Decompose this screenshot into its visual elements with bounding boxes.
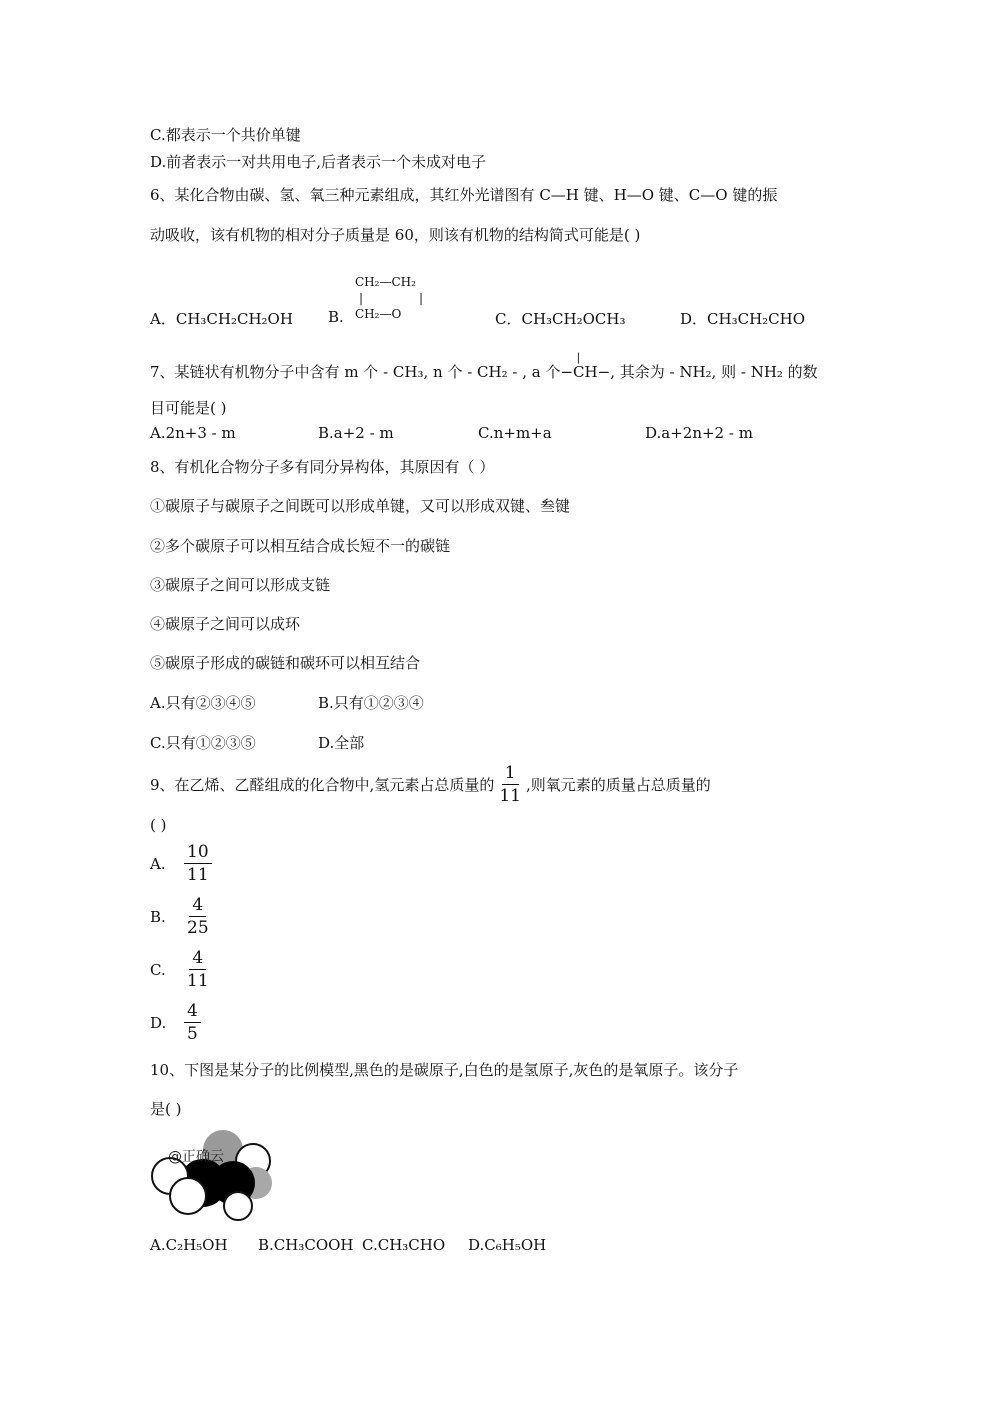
q8-option-a: A.只有②③④⑤ xyxy=(150,694,256,712)
q8-option-d: D.全部 xyxy=(318,734,365,752)
q6-option-a: A．CH₃CH₂CH₂OH xyxy=(150,310,293,328)
q6-option-b-label: B. xyxy=(328,308,344,326)
molecule-model-image xyxy=(148,1128,278,1223)
q8-item-2: ②多个碳原子可以相互结合成长短不一的碳链 xyxy=(150,537,451,555)
q8-item-5: ⑤碳原子形成的碳链和碳环可以相互结合 xyxy=(150,654,421,672)
q10-stem-line1: 10、下图是某分子的比例模型,黑色的是碳原子,白色的是氢原子,灰色的是氧原子。该分子 xyxy=(150,1061,739,1079)
q9-option-a: A. $\frac{10}{11}$ xyxy=(150,843,214,884)
q10-option-b: B.CH₃COOH xyxy=(258,1236,354,1254)
watermark: @正确云 xyxy=(168,1149,224,1165)
q9-option-c: C. $\frac{4}{11}$ xyxy=(150,948,209,991)
hydrogen-atom-bottom-right xyxy=(224,1192,252,1220)
q5-option-d: D.前者表示一对共用电子,后者表示一个未成对电子 xyxy=(150,153,487,171)
q9-paren: ( ) xyxy=(150,816,167,834)
q9-stem-fraction: $\frac{1}{11}$ xyxy=(499,763,521,806)
q10-option-c: C.CH₃CHO xyxy=(362,1236,446,1254)
q8-option-c: C.只有①②③⑤ xyxy=(150,734,256,752)
q6-stem-line1: 6、某化合物由碳、氢、氧三种元素组成，其红外光谱图有 C—H 键、H—O 键、C—O 键的振 xyxy=(150,186,778,204)
q7-option-b: B.a+2 - m xyxy=(318,424,394,442)
q9-option-b: B. $\frac{4}{25}$ xyxy=(150,895,209,938)
q10-option-d: D.C₆H₅OH xyxy=(468,1236,547,1254)
q8-item-3: ③碳原子之间可以形成支链 xyxy=(150,576,331,594)
q6-option-d: D．CH₃CH₂CHO xyxy=(680,310,806,328)
q9-option-d: D. $\frac{4}{5}$ xyxy=(150,1002,203,1043)
q5-option-c: C.都表示一个共价单键 xyxy=(150,126,301,144)
ch-group-structure: | −CH− xyxy=(560,351,611,381)
q10-option-a: A.C₂H₅OH xyxy=(150,1236,228,1254)
q6-stem-line2: 动吸收，该有机物的相对分子质量是 60，则该有机物的结构简式可能是( ) xyxy=(150,226,641,244)
hydrogen-atom-bottom-left xyxy=(170,1178,206,1214)
q8-option-b: B.只有①②③④ xyxy=(318,694,424,712)
q8-item-4: ④碳原子之间可以成环 xyxy=(150,615,301,633)
q7-option-a: A.2n+3 - m xyxy=(150,424,236,442)
q8-stem: 8、有机化合物分子多有同分异构体，其原因有（ ） xyxy=(150,458,495,476)
q10-stem-line2: 是( ) xyxy=(150,1100,182,1118)
q7-stem-line2: 目可能是( ) xyxy=(150,399,227,417)
q7-option-d: D.a+2n+2 - m xyxy=(645,424,753,442)
q8-item-1: ①碳原子与碳原子之间既可以形成单键，又可以形成双键、叁键 xyxy=(150,497,571,515)
q6-option-c: C．CH₃CH₂OCH₃ xyxy=(495,310,626,328)
q6-option-b-ring-structure: CH₂—CH₂ | | CH₂—O xyxy=(355,275,423,321)
q9-stem: 9、在乙烯、乙醛组成的化合物中,氢元素占总质量的 $\frac{1}{11}$ ,则氧元素的质量占总质量的 xyxy=(150,763,711,806)
q7-stem-line1: 7、某链状有机物分子中含有 m 个 - CH₃, n 个 - CH₂ - , a 个 | −CH−, 其余为 - NH₂, 则 - NH₂ 的数 xyxy=(150,351,818,381)
q7-option-c: C.n+m+a xyxy=(478,424,552,442)
